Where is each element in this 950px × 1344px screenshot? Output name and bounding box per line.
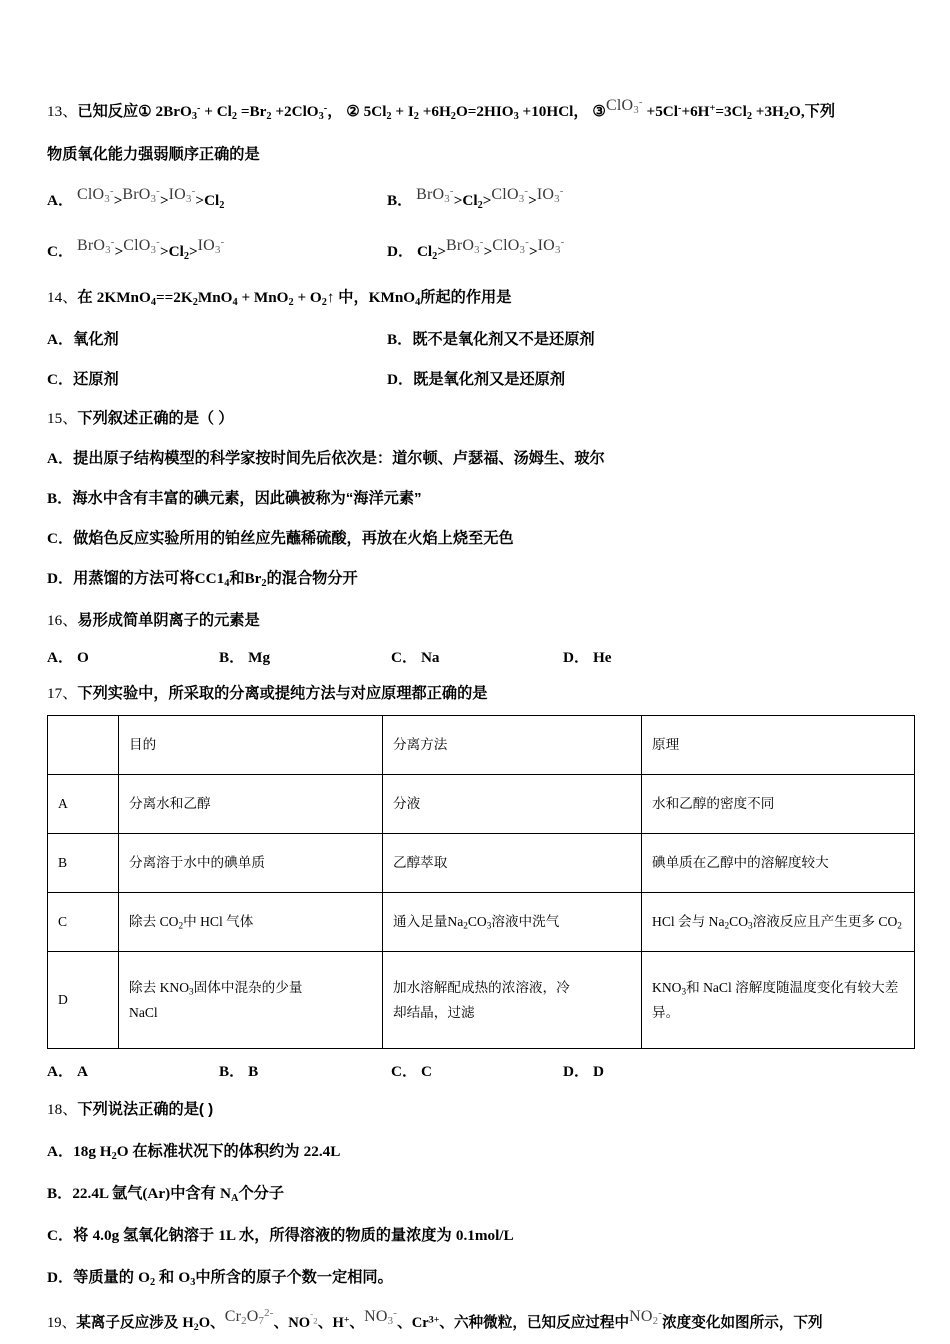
option-16-a[interactable]: A． O — [47, 649, 89, 667]
formula-a: ClO$_3$- — [76, 184, 114, 205]
question-18-number: 18、 — [47, 1101, 78, 1119]
question-18-stem: 18、下列说法正确的是( ) — [47, 1101, 214, 1119]
table-header-goal: 目的 — [119, 716, 383, 775]
table-cell-goal-d: 除去 $KNO_3$固体中混杂的少量 NaCl — [119, 952, 383, 1049]
table-row — [48, 775, 915, 834]
table-cell-goal-b: 分离溶于水中的碘单质 — [119, 834, 383, 893]
question-14-number: 14、 — [47, 288, 78, 306]
table-cell-goal-c: 除去 $CO_2$中 HCl 气体 — [119, 893, 383, 952]
table-cell-method-b: 乙醇萃取 — [383, 834, 642, 893]
option-18-c[interactable]: C．将 4.0g 氢氧化钠溶于 1L 水，所得溶液的物质的量浓度为 0.1mol/L — [47, 1227, 514, 1245]
question-13-stem-line-2: 物质氧化能力强弱顺序正确的是 — [47, 146, 260, 163]
question-19-stem: 19、某离子反应涉及 $H_2O$、$Cr_2O_7^{2-}$、$NO^-_2$、H+、$NO_3^-$、$Cr^{3+}$、六种微粒，已知反应过程中$NO_2^-$浓度变化如图所示，下列 — [47, 1306, 823, 1333]
question-14-stem: 14、在 $2KMnO_4==2K_2MnO_4 + MnO_2$ + $O_2↑$ 中，KMnO$_4$所起的作用是 — [47, 288, 512, 308]
question-15 — [47, 408, 915, 590]
question-16-stem: 16、易形成简单阴离子的元素是 — [47, 611, 260, 629]
table-cell-index-b: B — [48, 834, 119, 893]
question-17-options — [47, 1060, 915, 1081]
option-15-a[interactable]: A．提出原子结构模型的科学家按时间先后依次是：道尔顿、卢瑟福、汤姆生、玻尔 — [47, 449, 605, 467]
option-15-d[interactable]: D．用蒸馏的方法可将$CC1_4$和$Br_2$的混合物分开 — [47, 569, 358, 589]
option-18-b[interactable]: B．22.4L 氩气(Ar)中含有 $N_A$个分子 — [47, 1185, 284, 1204]
table-cell-principle-a: 水和乙醇的密度不同 — [642, 775, 915, 834]
question-15-stem: 15、下列叙述正确的是（ ） — [47, 409, 234, 427]
table-header-principle: 原理 — [642, 716, 915, 775]
option-13-c[interactable]: C． $BrO_3^->ClO_3^->Cl_2>IO_3^-$ — [47, 235, 225, 262]
option-15-c[interactable]: C．做焰色反应实验所用的铂丝应先蘸稀硫酸，再放在火焰上烧至无色 — [47, 529, 514, 547]
question-13-options-row-1 — [47, 184, 915, 211]
formula-no2: $NO_2^-$ — [629, 1306, 663, 1328]
question-13-number: 13、 — [47, 103, 78, 120]
table-header-method: 分离方法 — [383, 716, 642, 775]
table-header-index — [48, 716, 119, 775]
option-17-c[interactable]: C． C — [391, 1063, 432, 1081]
table-cell-method-d: 加水溶解配成热的浓溶液，冷 却结晶，过滤 — [383, 952, 642, 1049]
table-cell-goal-a: 分离水和乙醇 — [119, 775, 383, 834]
option-17-d[interactable]: D． D — [563, 1063, 604, 1081]
question-15-number: 15、 — [47, 409, 78, 427]
option-18-a[interactable]: A．18g $H_2O$ 在标准状况下的体积约为 22.4L — [47, 1143, 341, 1162]
table-row — [48, 834, 915, 893]
separation-methods-table — [47, 715, 915, 1049]
question-18 — [47, 1099, 915, 1289]
option-13-d[interactable]: D． $Cl_2>BrO_3^->ClO_3^->IO_3^-$ — [387, 235, 565, 262]
table-cell-principle-c: HCl 会与 $Na_2CO_3$溶液反应且产生更多 $CO_2$ — [642, 893, 915, 952]
option-14-d[interactable]: D．既是氧化剂又是还原剂 — [387, 370, 566, 388]
option-16-d[interactable]: D． He — [563, 649, 612, 667]
table-cell-index-a: A — [48, 775, 119, 834]
question-17 — [47, 683, 915, 1081]
option-16-b[interactable]: B． Mg — [219, 649, 271, 667]
table-cell-method-a: 分液 — [383, 775, 642, 834]
formula-no3: $NO_3^-$ — [364, 1306, 398, 1328]
question-14-options-row-2 — [47, 368, 915, 389]
question-16-options — [47, 646, 915, 667]
table-cell-principle-d: $KNO_3$和 NaCl 溶解度随温度变化有较大差 异。 — [642, 952, 915, 1049]
question-17-stem: 17、下列实验中，所采取的分离或提纯方法与对应原理都正确的是 — [47, 685, 488, 703]
question-13-stem-line-1: 13、已知反应① $2BrO_3^- + Cl_2 =Br_2 +2ClO_3^-$， ② $5Cl_2 + I_2 +6H_2O=2HIO_3 +10HCl$， ③ClO$_3$- $+5Cl^-+6H^+=3Cl_2 +3H_2O$,下列 — [47, 95, 836, 122]
formula-b: BrO$_3$- — [416, 184, 454, 205]
formula-d: BrO$_3$- — [445, 235, 484, 256]
question-14 — [47, 287, 915, 389]
question-13 — [47, 95, 915, 262]
option-14-a[interactable]: A．氧化剂 — [47, 330, 119, 348]
question-14-options-row-1 — [47, 328, 915, 349]
table-cell-index-d: D — [48, 952, 119, 1049]
formula-c: BrO$_3$- — [76, 235, 115, 256]
option-18-d[interactable]: D．等质量的 $O_2$ 和 $O_3$中所含的原子个数一定相同。 — [47, 1269, 393, 1289]
table-cell-principle-b: 碘单质在乙醇中的溶解度较大 — [642, 834, 915, 893]
table-cell-index-c: C — [48, 893, 119, 952]
option-13-a[interactable]: A． $ClO_3^->BrO_3^->IO_3^->Cl_2$ — [47, 184, 225, 211]
formula-clo3-minus: ClO$_3$- — [606, 95, 643, 117]
option-13-b[interactable]: B． $BrO_3^->Cl_2>ClO_3^->IO_3^-$ — [387, 184, 564, 211]
option-17-a[interactable]: A． A — [47, 1063, 88, 1081]
option-16-c[interactable]: C． Na — [391, 649, 440, 667]
question-16 — [47, 610, 915, 667]
page-content — [47, 95, 915, 1335]
option-14-b[interactable]: B．既不是氧化剂又不是还原剂 — [387, 330, 595, 348]
question-19 — [47, 1306, 915, 1335]
question-17-number: 17、 — [47, 685, 78, 703]
question-19-number: 19、 — [47, 1315, 77, 1332]
question-16-number: 16、 — [47, 611, 78, 629]
table-header-row — [48, 716, 915, 775]
table-cell-method-c: 通入足量$Na_2CO_3$溶液中洗气 — [383, 893, 642, 952]
question-13-options-row-2 — [47, 235, 915, 262]
option-14-c[interactable]: C．还原剂 — [47, 370, 119, 388]
table-row — [48, 893, 915, 952]
table-row — [48, 952, 915, 1049]
formula-cr2o7: $Cr_2O_7^{2-}$ — [224, 1306, 274, 1328]
option-15-b[interactable]: B．海水中含有丰富的碘元素，因此碘被称为“海洋元素” — [47, 489, 422, 507]
option-17-b[interactable]: B． B — [219, 1063, 259, 1081]
